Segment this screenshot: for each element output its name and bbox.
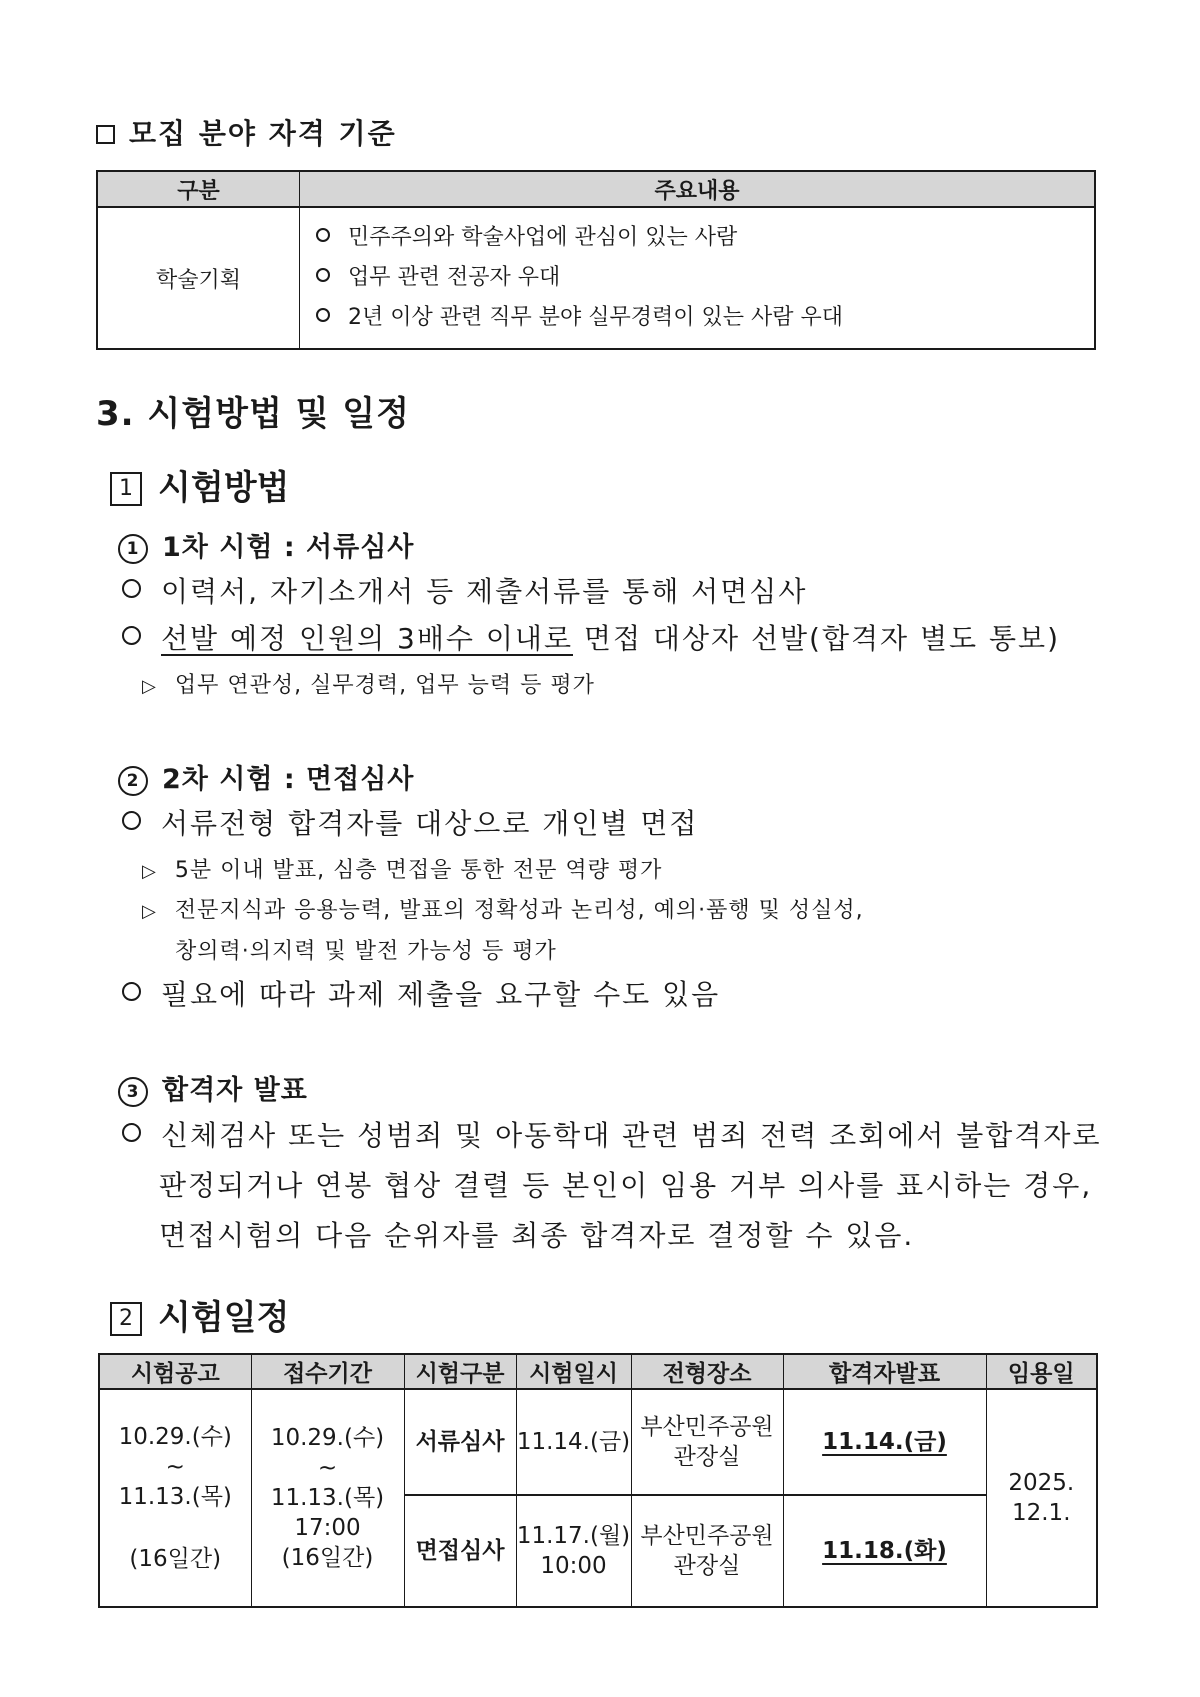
bullet-text: 면접 대상자 선발(합격자 별도 통보) — [573, 622, 1061, 655]
reception-days: (16일간) — [281, 1545, 374, 1571]
hollow-circle-bullet-icon — [122, 626, 141, 645]
stage-interview: 면접심사 — [404, 1495, 516, 1607]
qualification-header-category: 구분 — [97, 171, 300, 207]
exam-place — [631, 1495, 783, 1607]
step2-title-text: 2차 시험 : 면접심사 — [162, 764, 415, 795]
schedule-table — [98, 1353, 1098, 1608]
step1-title — [118, 525, 414, 564]
announce-tilde: ~ — [165, 1454, 185, 1480]
exam-date-text: 11.14.(금) — [516, 1429, 631, 1455]
exam-time-text: 10:00 — [540, 1553, 607, 1579]
hollow-circle-bullet-icon — [122, 579, 141, 598]
qualification-table — [96, 170, 1096, 350]
reception-start: 10.29.(수) — [270, 1425, 385, 1451]
reception-period — [251, 1389, 404, 1607]
bullet-text: 신체검사 또는 성범죄 및 아동학대 관련 범죄 전력 조회에서 불합격자로 — [161, 1119, 1102, 1152]
step2-sub-bullet-1 — [142, 853, 662, 884]
appointment-date — [986, 1389, 1097, 1607]
qualification-item — [314, 258, 1082, 298]
result-date: 11.14.(금) — [783, 1389, 986, 1495]
step2-title — [118, 757, 414, 796]
schedule-row-document — [99, 1389, 1097, 1495]
circled-number-icon: 2 — [118, 766, 148, 796]
exam-date-text: 11.17.(월) — [516, 1523, 631, 1549]
circled-number-icon: 1 — [118, 534, 148, 564]
triangle-right-icon: ▷ — [142, 676, 157, 697]
schedule-title — [110, 1290, 289, 1339]
qualification-item-text: 2년 이상 관련 직무 분야 실무경력이 있는 사람 우대 — [348, 305, 843, 330]
announce-days: (16일간) — [129, 1546, 222, 1572]
schedule-header: 전형장소 — [631, 1354, 783, 1389]
triangle-right-icon: ▷ — [142, 901, 157, 922]
schedule-header: 합격자발표 — [783, 1354, 986, 1389]
schedule-header-row — [99, 1354, 1097, 1389]
method-title — [110, 460, 289, 509]
step3-title — [118, 1068, 308, 1107]
schedule-header: 접수기간 — [251, 1354, 404, 1389]
step2-sub-bullet-2 — [142, 893, 864, 924]
qualification-row — [97, 207, 1095, 349]
underlined-text: 선발 예정 인원의 3배수 이내로 — [161, 622, 573, 655]
checkbox-square-icon — [96, 125, 115, 144]
bullet-text: 이력서, 자기소개서 등 제출서류를 통해 서면심사 — [161, 575, 808, 608]
schedule-title-text: 시험일정 — [158, 1298, 290, 1338]
reception-end: 11.13.(목) — [270, 1485, 385, 1511]
hollow-circle-bullet-icon — [122, 1123, 141, 1142]
exam-place — [631, 1389, 783, 1495]
step1-bullet-1 — [122, 570, 807, 610]
section-title: 3. 시험방법 및 일정 — [96, 394, 410, 434]
schedule-header: 시험공고 — [99, 1354, 251, 1389]
qualification-category: 학술기획 — [97, 207, 300, 349]
step1-bullet-2 — [122, 617, 1060, 657]
step3-title-text: 합격자 발표 — [162, 1075, 308, 1106]
reception-time: 17:00 — [294, 1515, 361, 1541]
announce-start: 10.29.(수) — [118, 1424, 232, 1450]
qualification-header-content: 주요내용 — [300, 171, 1096, 207]
schedule-header: 시험구분 — [404, 1354, 516, 1389]
schedule-header: 임용일 — [986, 1354, 1097, 1389]
method-title-text: 시험방법 — [158, 468, 290, 508]
appointment-line1: 2025. — [1008, 1470, 1075, 1496]
exam-date — [516, 1389, 631, 1495]
circle-bullet-icon — [316, 308, 330, 322]
sub-bullet-text: 5분 이내 발표, 심층 면접을 통한 전문 역량 평가 — [174, 858, 663, 883]
qualification-item — [314, 298, 1082, 338]
triangle-right-icon: ▷ — [142, 861, 157, 882]
qualification-content — [300, 207, 1096, 349]
hollow-circle-bullet-icon — [122, 811, 141, 830]
qualification-title — [96, 112, 397, 152]
reception-tilde: ~ — [317, 1455, 338, 1481]
place-line1: 부산민주공원 — [640, 1414, 774, 1440]
step1-title-text: 1차 시험 : 서류심사 — [162, 532, 415, 563]
bullet-text: 필요에 따라 과제 제출을 요구할 수도 있음 — [161, 978, 721, 1011]
exam-date — [516, 1495, 631, 1607]
appointment-line2: 12.1. — [1011, 1500, 1071, 1526]
qualification-item-text: 업무 관련 전공자 우대 — [348, 265, 561, 290]
announcement-period — [99, 1389, 251, 1607]
step3-bullet-1-line3: 면접시험의 다음 순위자를 최종 합격자로 결정할 수 있음. — [159, 1219, 915, 1252]
circled-number-icon: 3 — [118, 1077, 148, 1107]
step2-bullet-1 — [122, 802, 698, 842]
result-date: 11.18.(화) — [783, 1495, 986, 1607]
announce-end: 11.13.(목) — [118, 1484, 232, 1510]
qualification-item — [314, 218, 1082, 258]
qualification-title-text: 모집 분야 자격 기준 — [129, 117, 397, 150]
schedule-header: 시험일시 — [516, 1354, 631, 1389]
number-box-icon: 2 — [110, 1302, 142, 1336]
step3-bullet-1-line2: 판정되거나 연봉 협상 결렬 등 본인이 임용 거부 의사를 표시하는 경우, — [159, 1169, 1093, 1202]
step2-bullet-2 — [122, 973, 720, 1013]
step2-sub-bullet-2-continued: 창의력·의지력 및 발전 가능성 등 평가 — [175, 939, 557, 964]
bullet-text: 서류전형 합격자를 대상으로 개인별 면접 — [161, 807, 699, 840]
step1-sub-bullet-1 — [142, 668, 595, 699]
hollow-circle-bullet-icon — [122, 982, 141, 1001]
circle-bullet-icon — [316, 228, 330, 242]
qualification-header-row — [97, 171, 1095, 207]
stage-document: 서류심사 — [404, 1389, 516, 1495]
qualification-item-text: 민주주의와 학술사업에 관심이 있는 사람 — [348, 225, 738, 250]
place-line2: 관장실 — [673, 1444, 741, 1470]
place-line1: 부산민주공원 — [640, 1523, 774, 1549]
step3-bullet-1-line1 — [122, 1114, 1102, 1154]
number-box-icon: 1 — [110, 472, 142, 506]
circle-bullet-icon — [316, 268, 330, 282]
place-line2: 관장실 — [673, 1553, 741, 1579]
sub-bullet-text: 업무 연관성, 실무경력, 업무 능력 등 평가 — [174, 673, 595, 698]
sub-bullet-text: 전문지식과 응용능력, 발표의 정확성과 논리성, 예의·품행 및 성실성, — [174, 898, 864, 923]
